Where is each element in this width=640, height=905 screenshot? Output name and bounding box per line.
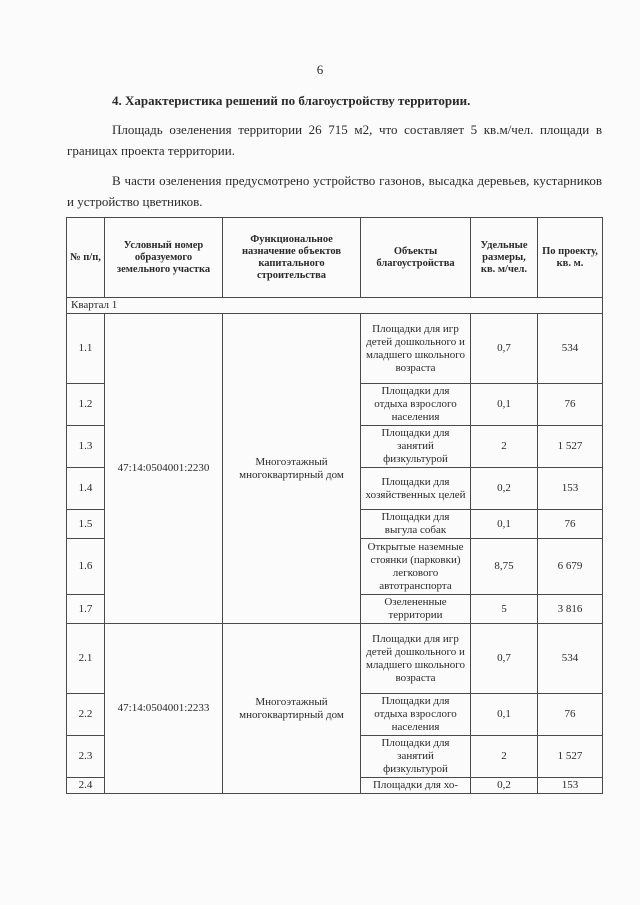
page-number: 6 xyxy=(316,62,324,77)
row-num: 2.1 xyxy=(67,624,105,694)
specific-size: 0,1 xyxy=(471,384,538,426)
row-num: 1.4 xyxy=(67,468,105,510)
object: Площадки для хо- xyxy=(361,778,471,794)
object: Площадки для выгула собак xyxy=(361,510,471,539)
paragraph-greening-types: В части озеленения предусмотрено устройство газонов, высадка деревьев, кустарников и устройство цветников. xyxy=(67,173,602,209)
landscaping-table xyxy=(66,217,603,794)
header-objects: Объекты благоустройства xyxy=(361,218,471,298)
specific-size: 0,7 xyxy=(471,314,538,384)
project-area: 153 xyxy=(538,778,603,794)
row-num: 1.5 xyxy=(67,510,105,539)
project-area: 534 xyxy=(538,314,603,384)
row-num: 1.6 xyxy=(67,539,105,595)
project-area: 76 xyxy=(538,694,603,736)
header-purpose: Функциональное назначение объектов капитального строительства xyxy=(223,218,361,298)
object: Площадки для занятий физкультурой xyxy=(361,426,471,468)
project-area: 1 527 xyxy=(538,736,603,778)
header-num: № п/п, xyxy=(67,218,105,298)
specific-size: 0,7 xyxy=(471,624,538,694)
specific-size: 8,75 xyxy=(471,539,538,595)
object: Площадки для игр детей дошкольного и младшего школьного возраста xyxy=(361,624,471,694)
object: Площадки для отдыха взрослого населения xyxy=(361,384,471,426)
quarter-row xyxy=(67,298,603,314)
header-project: По проекту, кв. м. xyxy=(538,218,603,298)
row-num: 2.4 xyxy=(67,778,105,794)
object: Площадки для отдыха взрослого населения xyxy=(361,694,471,736)
row-num: 2.3 xyxy=(67,736,105,778)
row-num: 1.7 xyxy=(67,595,105,624)
table-row xyxy=(67,624,603,694)
plot-number: 47:14:0504001:2233 xyxy=(105,624,223,794)
row-num: 1.2 xyxy=(67,384,105,426)
specific-size: 2 xyxy=(471,736,538,778)
header-plot: Условный номер образуемого земельного участка xyxy=(105,218,223,298)
plot-number: 47:14:0504001:2230 xyxy=(105,314,223,624)
project-area: 153 xyxy=(538,468,603,510)
project-area: 534 xyxy=(538,624,603,694)
table-row xyxy=(67,314,603,384)
row-num: 2.2 xyxy=(67,694,105,736)
specific-size: 5 xyxy=(471,595,538,624)
project-area: 6 679 xyxy=(538,539,603,595)
project-area: 3 816 xyxy=(538,595,603,624)
object: Площадки для занятий физкультурой xyxy=(361,736,471,778)
object: Озелененные территории xyxy=(361,595,471,624)
row-num: 1.1 xyxy=(67,314,105,384)
purpose: Многоэтажный многоквартирный дом xyxy=(223,314,361,624)
specific-size: 0,2 xyxy=(471,468,538,510)
specific-size: 0,1 xyxy=(471,694,538,736)
table-header-row xyxy=(67,218,603,298)
project-area: 1 527 xyxy=(538,426,603,468)
paragraph-greening-area: Площадь озеленения территории 26 715 м2, что составляет 5 кв.м/чел. площади в границах проекта территории. xyxy=(67,122,602,158)
specific-size: 2 xyxy=(471,426,538,468)
object: Площадки для хозяйственных целей xyxy=(361,468,471,510)
project-area: 76 xyxy=(538,384,603,426)
object: Площадки для игр детей дошкольного и младшего школьного возраста xyxy=(361,314,471,384)
project-area: 76 xyxy=(538,510,603,539)
specific-size: 0,1 xyxy=(471,510,538,539)
specific-size: 0,2 xyxy=(471,778,538,794)
row-num: 1.3 xyxy=(67,426,105,468)
quarter-label: Квартал 1 xyxy=(67,298,603,314)
header-specific: Удельные размеры, кв. м/чел. xyxy=(471,218,538,298)
purpose: Многоэтажный многоквартирный дом xyxy=(223,624,361,794)
section-heading: 4. Характеристика решений по благоустройству территории. xyxy=(112,93,471,108)
object: Открытые наземные стоянки (парковки) легкового автотранспорта xyxy=(361,539,471,595)
